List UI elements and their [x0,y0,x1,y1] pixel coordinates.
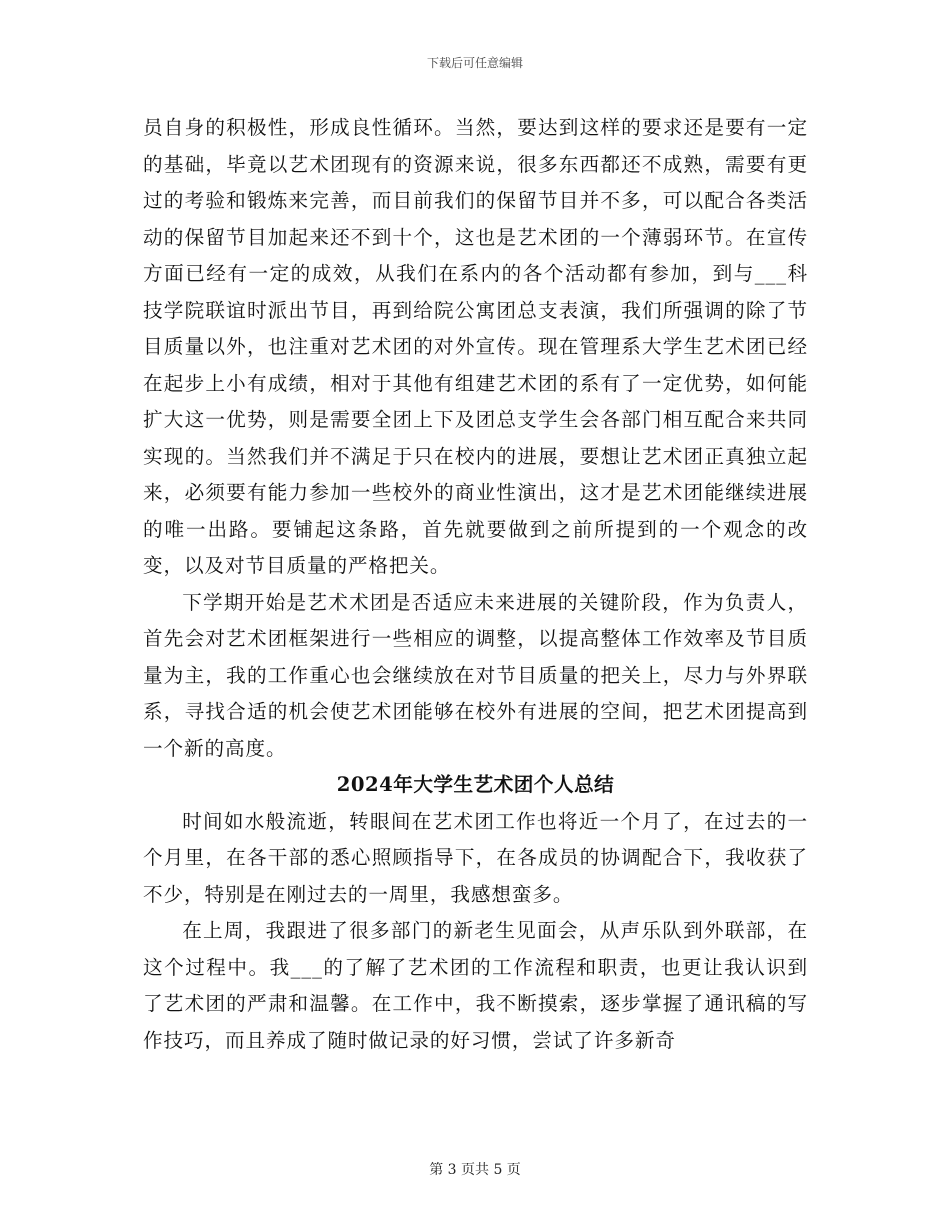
page-number-footer: 第 3 页共 5 页 [429,1162,521,1178]
body-paragraph-1: 员自身的积极性，形成良性循环。当然，要达到这样的要求还是要有一定的基础，毕竟以艺术团现有的资源来说，很多东西都还不成熟，需要有更过的考验和锻炼来完善，而目前我们的保留节目并不多，可以配合各类活动的保留节目加起来还不到十个，这也是艺术团的一个薄弱环节。在宣传方面已经有一定的成效，从我们在系内的各个活动都有参加，到与___科技学院联谊时派出节目，再到给院公寓团总支表演，我们所强调的除了节目质量以外，也注重对艺术团的对外宣传。现在管理系大学生艺术团已经在起步上小有成绩，相对于其他有组建艺术团的系有了一定优势，如何能扩大这一优势，则是需要全团上下及团总支学生会各部门相互配合来共同实现的。当然我们并不满足于只在校内的进展，要想让艺术团正真独立起来，必须要有能力参加一些校外的商业性演出，这才是艺术团能继续进展的唯一出路。要铺起这条路，首先就要做到之前所提到的一个观念的改变，以及对节目质量的严格把关。 [143,116,808,577]
page-header: 下载后可任意编辑 [426,56,523,70]
document-body [143,110,808,1059]
body-paragraph-2: 下学期开始是艺术术团是否适应未来进展的关键阶段，作为负责人，首先会对艺术团框架进行一些相应的调整，以提高整体工作效率及节目质量为主，我的工作重心也会继续放在对节目质量的把关上，尽力与外界联系，寻找合适的机会使艺术团能够在校外有进展的空间，把艺术团提高到一个新的高度。 [143,590,808,760]
body-paragraph-4: 在上周，我跟进了很多部门的新老生见面会，从声乐队到外联部，在这个过程中。我___的了解了艺术团的工作流程和职责，也更让我认识到了艺术团的严肃和温馨。在工作中，我不断摸索，逐步掌握了通讯稿的写作技巧，而且养成了随时做记录的好习惯，尝试了许多新奇 [143,919,808,1052]
body-paragraph-3: 时间如水般流逝，转眼间在艺术团工作也将近一个月了，在过去的一个月里，在各干部的悉心照顾指导下，在各成员的协调配合下，我收获了不少，特别是在刚过去的一周里，我感想蛮多。 [143,809,808,906]
section-title: 2024年大学生艺术团个人总结 [336,773,615,796]
